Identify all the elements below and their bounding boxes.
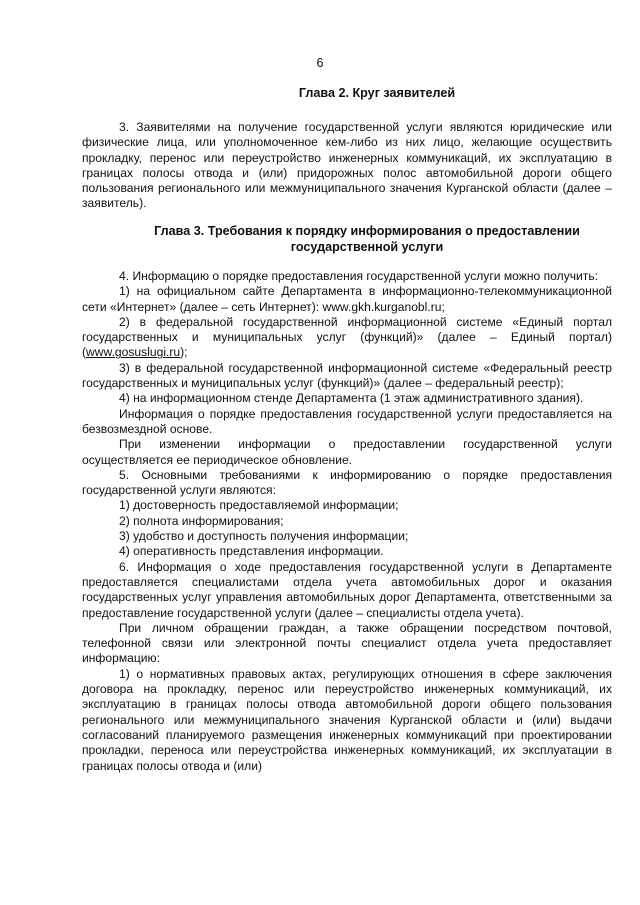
paragraph-4-2-text: 2) в федеральной государственной информационной системе «Единый портал государственных и муниципальных услуг (функций)» (далее – Единый портал) ( xyxy=(82,314,612,360)
chapter-3-title-line-2: государственной услуги xyxy=(290,239,444,254)
paragraph-5-item: 2) полнота информирования; xyxy=(119,513,284,528)
chapter-2-body xyxy=(82,120,612,212)
paragraph-4-1 xyxy=(82,284,612,315)
chapter-3-body xyxy=(82,269,612,774)
paragraph-6: 6. Информация о ходе предоставления государственной услуги в Департаменте предоставляется специалистами отдела учета автомобильных дорог и оказания государственных услуг управления автомобильных дорог Департамента, ответственными за предоставление государственной услуги (далее – специалисты отдела учета). xyxy=(82,559,612,620)
paragraph-4: 4. Информацию о порядке предоставления государственной услуги можно получить: xyxy=(119,269,598,283)
paragraph-free-of-charge: Информация о порядке предоставления государственной услуги предоставляется на безвозмездной основе. xyxy=(82,406,612,436)
chapter-2-title: Глава 2. Круг заявителей xyxy=(298,86,456,100)
chapter-3-title-line-1: Глава 3. Требования к порядку информирования о предоставлении xyxy=(154,224,580,238)
paragraph-5: 5. Основными требованиями к информированию о порядке предоставления государственной услуги являются: xyxy=(82,467,612,498)
page-number: 6 xyxy=(316,56,324,70)
paragraph-5-item: 4) оперативность представления информации. xyxy=(119,544,384,559)
paragraph-5-item: 3) удобство и доступность получения информации; xyxy=(119,529,409,544)
paragraph-update: При изменении информации о предоставлении государственной услуги осуществляется ее периодическое обновление. xyxy=(82,437,612,467)
paragraph-4-3: 3) в федеральной государственной информационной системе «Федеральный реестр государственных и муниципальных услуг (функций)» (далее – федеральный реестр); xyxy=(82,360,612,391)
gkh-site-link[interactable]: www.gkh.kurganobl.ru xyxy=(322,299,442,314)
paragraph-3: 3. Заявителями на получение государственной услуги являются юридические или физические лица, или уполномоченное кем-либо из них лицо, желающие осуществить прокладку, перенос или переустройство инженерных коммуникаций, их эксплуатацию в границах полосы отвода и (или) придорожных полос автомобильной дороги общего пользования регионального или межмуниципального значения Курганской области (далее – заявитель). xyxy=(82,120,612,211)
paragraph-4-2 xyxy=(82,315,612,361)
chapter-3-title xyxy=(82,224,612,255)
paragraph-6-1: 1) о нормативных правовых актах, регулирующих отношения в сфере заключения договора на прокладку, перенос или переустройство инженерных коммуникаций, их эксплуатацию в границах полосы отвода автомобильной дороги общего пользования регионального или межмуниципального значения Курганской области и (или) выдачи согласований планируемого размещения инженерных коммуникаций при проектировании прокладки, переноса или переустройства инженерных коммуникаций, их эксплуатации в границах полосы отвода и (или) xyxy=(82,666,612,773)
paragraph-4-1-text: 1) на официальном сайте Департамента в информационно-телекоммуникационной сети «Интернет» (далее – сеть Интернет): xyxy=(82,284,612,314)
paragraph-5-item: 1) достоверность предоставляемой информации; xyxy=(119,498,399,513)
paragraph-4-2-end: ); xyxy=(180,345,188,360)
paragraph-personal-appeal: При личном обращении граждан, а также обращении посредством почтовой, телефонной связи или электронной почты специалист отдела учета предоставляет информацию: xyxy=(82,620,612,666)
gosuslugi-link[interactable]: www.gosuslugi.ru xyxy=(86,345,181,360)
paragraph-4-1-end: ; xyxy=(441,299,445,314)
paragraph-4-4: 4) на информационном стенде Департамента (1 этаж административного здания). xyxy=(119,391,584,406)
